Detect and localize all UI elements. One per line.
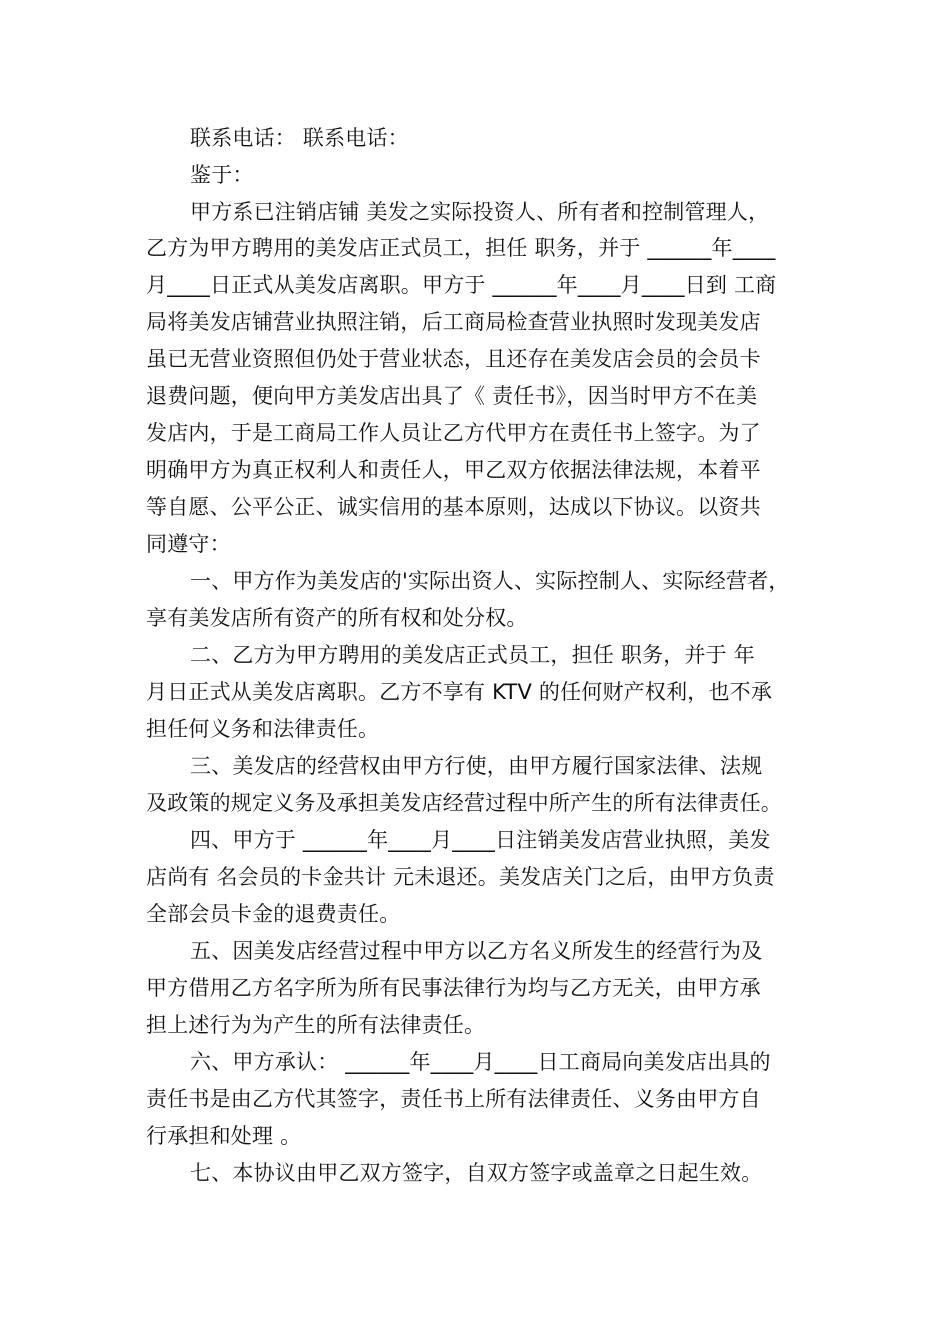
clause-4-line: 全部会员卡金的退费责任。 [146,902,401,926]
preamble-line: 虽已无营业资照但仍处于营业状态，且还存在美发店会员的会员卡 [146,347,761,371]
clause-3-line: 三、美发店的经营权由甲方行使，由甲方履行国家法律、法规 [190,754,763,778]
clause-7-line: 七、本协议由甲乙双方签字，自双方签字或盖章之日起生效。 [190,1161,763,1185]
preamble-line: 乙方为甲方聘用的美发店正式员工，担任 职务，并于 ______年____ [146,236,776,260]
preamble-line: 等自愿、公平公正、诚实信用的基本原则，达成以下协议。以资共 [146,495,761,519]
preamble-line: 明确甲方为真正权利人和责任人，甲乙双方依据法律法规，本着平 [146,458,761,482]
clause-4-line: 四、甲方于 ______年____月____日注销美发店营业执照，美发 [190,828,771,852]
preamble-line: 月____日正式从美发店离职。甲方于 ______年____月____日到 工商 [146,273,777,297]
preamble-line: 同遵守： [146,532,231,556]
whereas-label: 鉴于： [190,163,254,187]
preamble-line: 发店内，于是工商局工作人员让乙方代甲方在责任书上签字。为了 [146,421,761,445]
clause-2-line: 担任何义务和法律责任。 [146,717,380,741]
clause-4-line: 店尚有 名会员的卡金共计 元未退还。美发店关门之后，由甲方负责 [146,865,775,889]
preamble-line: 局将美发店铺营业执照注销，后工商局检查营业执照时发现美发店 [146,310,761,334]
clause-3-line: 及政策的规定义务及承担美发店经营过程中所产生的所有法律责任。 [146,791,782,815]
clause-6-line: 责任书是由乙方代其签字，责任书上所有法律责任、义务由甲方自 [146,1087,761,1111]
contact-line: 联系电话： 联系电话： [190,126,409,150]
clause-6-line: 六、甲方承认： ______年____月____日工商局向美发店出具的 [190,1050,771,1074]
clause-2-line: 二、乙方为甲方聘用的美发店正式员工，担任 职务，并于 年 [190,643,755,667]
clause-5-line: 担上述行为为产生的所有法律责任。 [146,1013,486,1037]
clause-1-line: 享有美发店所有资产的所有权和处分权。 [146,606,528,630]
preamble-line: 甲方系已注销店铺 美发之实际投资人、所有者和控制管理人， [190,200,770,224]
clause-5-line: 五、因美发店经营过程中甲方以乙方名义所发生的经营行为及 [190,939,763,963]
clause-6-line: 行承担和处理 。 [146,1124,302,1148]
clause-2-line: 月日正式从美发店离职。乙方不享有 KTV 的任何财产权利，也不承 [146,680,773,704]
clause-1-line: 一、甲方作为美发店的'实际出资人、实际控制人、实际经营者， [190,569,790,593]
clause-5-line: 甲方借用乙方名字所为所有民事法律行为均与乙方无关，由甲方承 [146,976,761,1000]
preamble-line: 退费问题，便向甲方美发店出具了《 责任书》，因当时甲方不在美 [146,384,758,408]
